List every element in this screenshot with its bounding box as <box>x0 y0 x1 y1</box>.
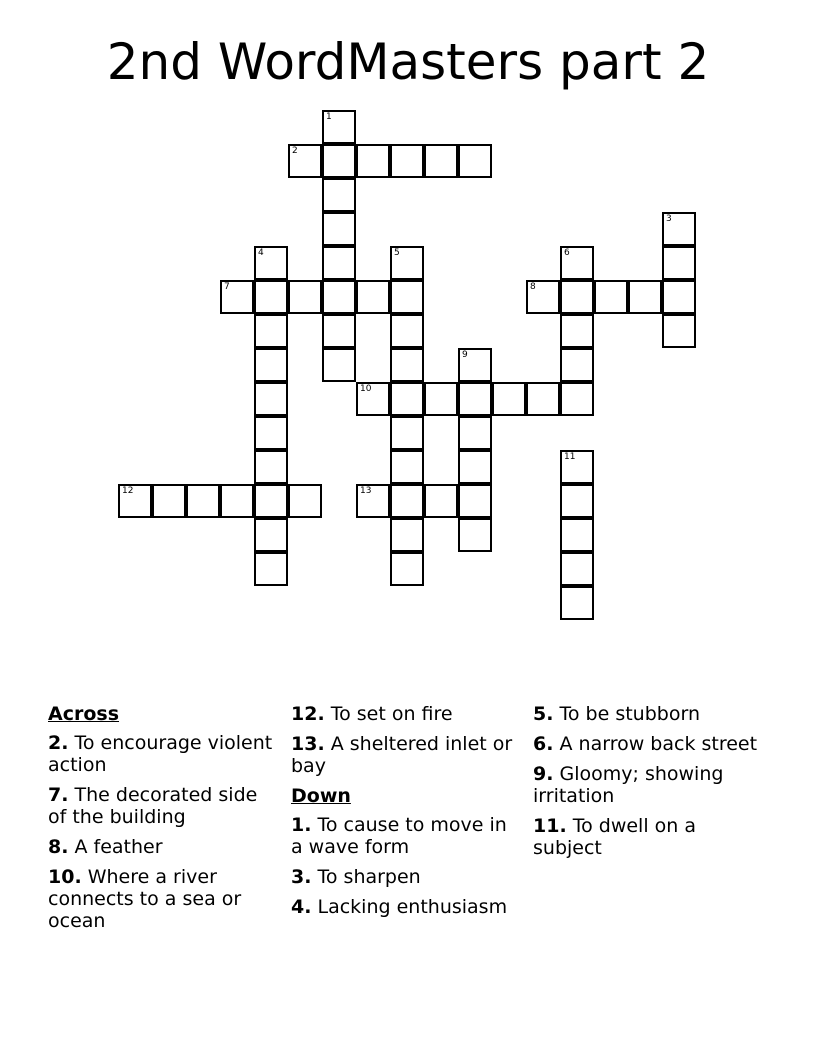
cell-number: 3 <box>666 214 672 224</box>
grid-cell[interactable] <box>560 484 594 518</box>
clue-down-3 <box>291 866 521 888</box>
grid-cell[interactable] <box>254 552 288 586</box>
clue-number: 11. <box>533 815 567 837</box>
grid-cell[interactable] <box>390 348 424 382</box>
grid-cell[interactable] <box>390 450 424 484</box>
clue-across-10 <box>48 866 278 932</box>
grid-cell[interactable] <box>254 348 288 382</box>
grid-cell[interactable] <box>458 348 492 382</box>
clue-number: 5. <box>533 703 554 725</box>
grid-cell[interactable] <box>390 518 424 552</box>
cell-number: 9 <box>462 350 468 360</box>
clue-down-6 <box>533 733 763 755</box>
cell-number: 12 <box>122 486 134 496</box>
clue-text: Lacking enthusiasm <box>317 896 508 918</box>
grid-cell[interactable] <box>526 280 560 314</box>
clue-number: 2. <box>48 732 69 754</box>
grid-cell[interactable] <box>288 280 322 314</box>
clue-text: The decorated side of the building <box>48 784 258 828</box>
clue-column-1 <box>48 703 278 940</box>
grid-cell[interactable] <box>560 348 594 382</box>
grid-cell[interactable] <box>254 314 288 348</box>
grid-cell[interactable] <box>390 280 424 314</box>
clue-column-3 <box>533 703 763 867</box>
cell-number: 7 <box>224 282 230 292</box>
clue-column-2 <box>291 703 521 926</box>
across-heading: Across <box>48 703 120 725</box>
grid-cell[interactable] <box>662 314 696 348</box>
grid-cell[interactable] <box>458 484 492 518</box>
grid-cell[interactable] <box>560 246 594 280</box>
grid-cell[interactable] <box>424 382 458 416</box>
grid-cell[interactable] <box>254 246 288 280</box>
grid-cell[interactable] <box>322 246 356 280</box>
clue-text: To dwell on a subject <box>533 815 696 859</box>
grid-cell[interactable] <box>288 144 322 178</box>
grid-cell[interactable] <box>322 348 356 382</box>
grid-cell[interactable] <box>322 314 356 348</box>
clue-text: To be stubborn <box>559 703 700 725</box>
grid-cell[interactable] <box>254 450 288 484</box>
clue-down-5 <box>533 703 763 725</box>
clue-number: 1. <box>291 814 312 836</box>
grid-cell[interactable] <box>322 212 356 246</box>
grid-cell[interactable] <box>390 144 424 178</box>
grid-cell[interactable] <box>458 382 492 416</box>
grid-cell[interactable] <box>390 382 424 416</box>
grid-cell[interactable] <box>322 178 356 212</box>
grid-cell[interactable] <box>390 552 424 586</box>
grid-cell[interactable] <box>254 280 288 314</box>
grid-cell[interactable] <box>662 246 696 280</box>
grid-cell[interactable] <box>254 416 288 450</box>
grid-cell[interactable] <box>254 484 288 518</box>
grid-cell[interactable] <box>560 586 594 620</box>
clue-number: 7. <box>48 784 69 806</box>
grid-cell[interactable] <box>356 484 390 518</box>
cell-number: 6 <box>564 248 570 258</box>
grid-cell[interactable] <box>458 144 492 178</box>
cell-number: 2 <box>292 146 298 156</box>
grid-cell[interactable] <box>118 484 152 518</box>
clue-number: 8. <box>48 836 69 858</box>
grid-cell[interactable] <box>390 246 424 280</box>
grid-cell[interactable] <box>594 280 628 314</box>
grid-cell[interactable] <box>662 212 696 246</box>
clue-number: 9. <box>533 763 554 785</box>
clue-across-13 <box>291 733 521 777</box>
down-heading: Down <box>291 785 351 807</box>
cell-number: 4 <box>258 248 264 258</box>
grid-cell[interactable] <box>390 484 424 518</box>
clue-number: 3. <box>291 866 312 888</box>
grid-cell[interactable] <box>560 552 594 586</box>
grid-cell[interactable] <box>560 280 594 314</box>
clue-text: To encourage violent action <box>48 732 273 776</box>
clue-text: To set on fire <box>330 703 453 725</box>
grid-cell[interactable] <box>458 416 492 450</box>
clue-text: A feather <box>74 836 163 858</box>
grid-cell[interactable] <box>560 450 594 484</box>
grid-cell[interactable] <box>662 280 696 314</box>
grid-cell[interactable] <box>356 382 390 416</box>
grid-cell[interactable] <box>458 518 492 552</box>
clue-text: A sheltered inlet or bay <box>291 733 513 777</box>
grid-cell[interactable] <box>560 314 594 348</box>
grid-cell[interactable] <box>628 280 662 314</box>
grid-cell[interactable] <box>186 484 220 518</box>
clue-text: A narrow back street <box>559 733 758 755</box>
grid-cell[interactable] <box>356 144 390 178</box>
cell-number: 13 <box>360 486 372 496</box>
grid-cell[interactable] <box>220 280 254 314</box>
clue-number: 12. <box>291 703 325 725</box>
clue-number: 6. <box>533 733 554 755</box>
grid-cell[interactable] <box>220 484 254 518</box>
grid-cell[interactable] <box>254 518 288 552</box>
clue-across-8 <box>48 836 278 858</box>
clue-text: Gloomy; showing irritation <box>533 763 724 807</box>
clue-number: 4. <box>291 896 312 918</box>
grid-cell[interactable] <box>424 484 458 518</box>
clue-across-12 <box>291 703 521 725</box>
grid-cell[interactable] <box>322 110 356 144</box>
cell-number: 11 <box>564 452 576 462</box>
page-title: 2nd WordMasters part 2 <box>106 33 710 91</box>
grid-cell[interactable] <box>458 450 492 484</box>
grid-cell[interactable] <box>492 382 526 416</box>
clue-down-1 <box>291 814 521 858</box>
clue-down-9 <box>533 763 763 807</box>
grid-cell[interactable] <box>560 518 594 552</box>
grid-cell[interactable] <box>390 314 424 348</box>
grid-cell[interactable] <box>254 382 288 416</box>
grid-cell[interactable] <box>152 484 186 518</box>
grid-cell[interactable] <box>424 144 458 178</box>
clue-across-7 <box>48 784 278 828</box>
clue-text: Where a river connects to a sea or ocean <box>48 866 242 932</box>
cell-number: 8 <box>530 282 536 292</box>
grid-cell[interactable] <box>356 280 390 314</box>
clue-down-4 <box>291 896 521 918</box>
cell-number: 10 <box>360 384 372 394</box>
clue-text: To cause to move in a wave form <box>291 814 507 858</box>
grid-cell[interactable] <box>390 416 424 450</box>
clue-down-11 <box>533 815 763 859</box>
clue-number: 13. <box>291 733 325 755</box>
clue-text: To sharpen <box>317 866 421 888</box>
grid-cell[interactable] <box>322 280 356 314</box>
grid-cell[interactable] <box>526 382 560 416</box>
clue-number: 10. <box>48 866 82 888</box>
grid-cell[interactable] <box>288 484 322 518</box>
grid-cell[interactable] <box>560 382 594 416</box>
grid-cell[interactable] <box>322 144 356 178</box>
clue-across-2 <box>48 732 278 776</box>
cell-number: 5 <box>394 248 400 258</box>
cell-number: 1 <box>326 112 332 122</box>
